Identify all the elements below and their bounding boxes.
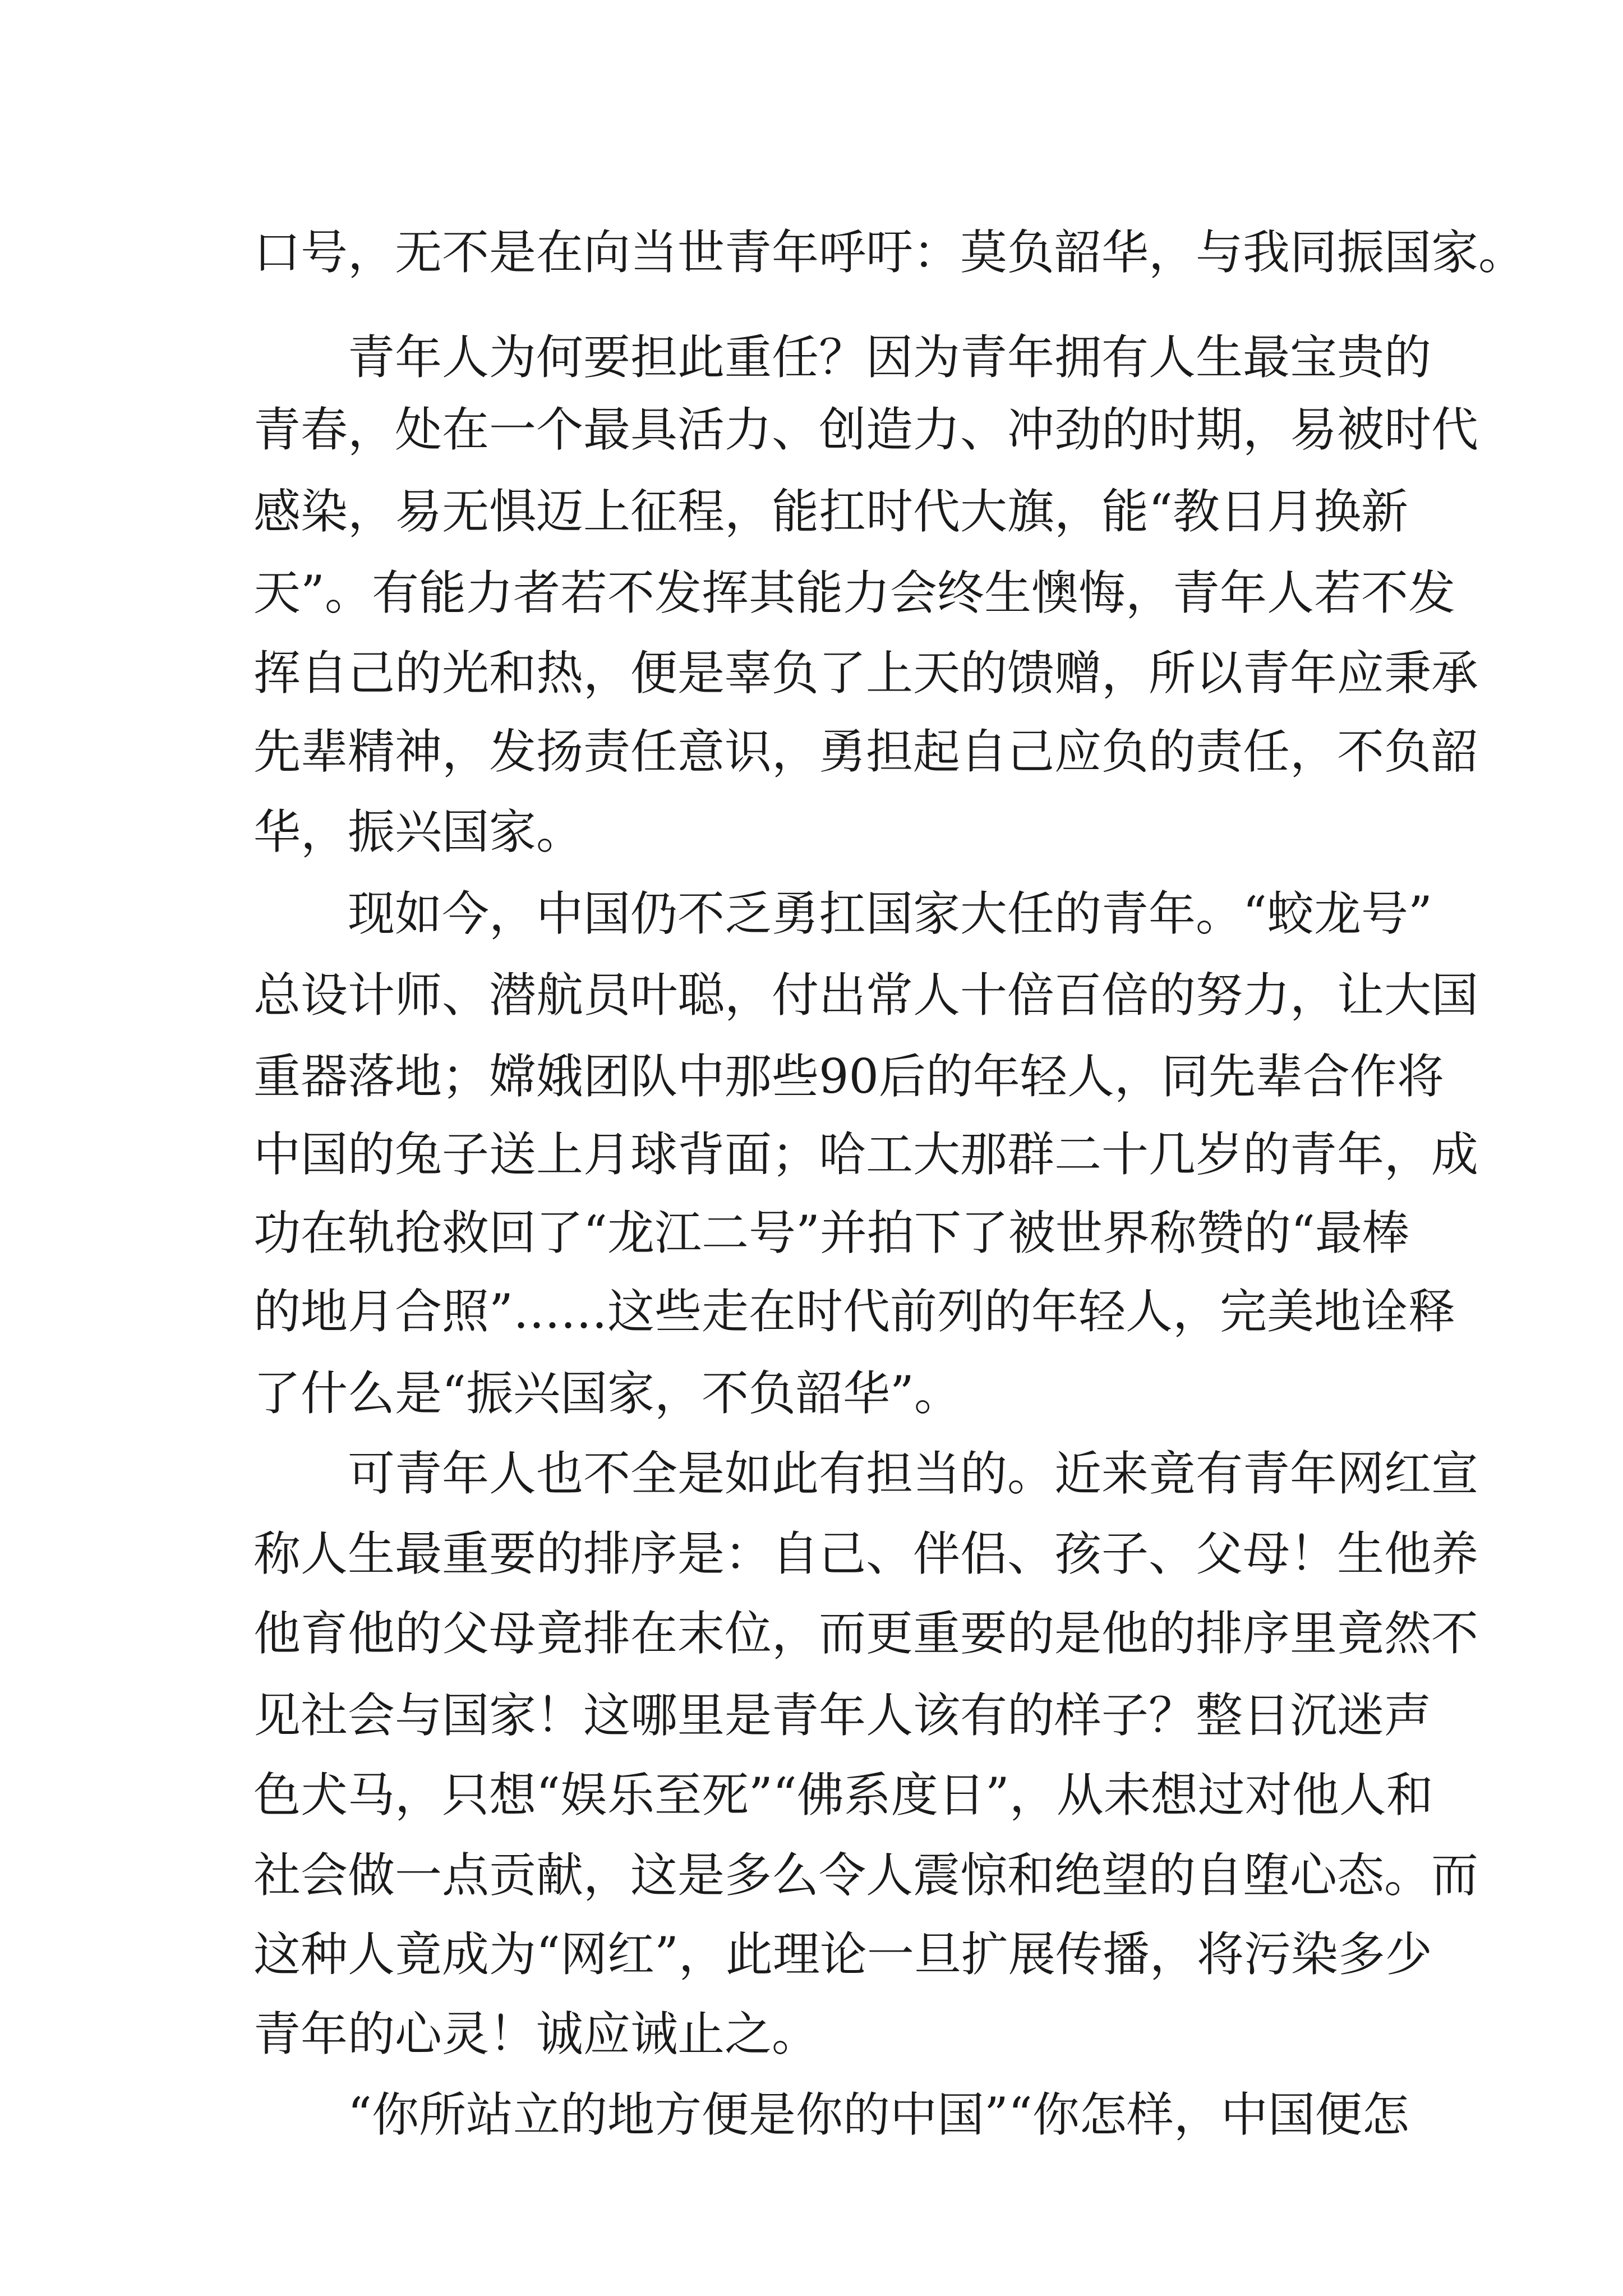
text-line: 现如今，中国仍不乏勇扛国家大任的青年。“蛟龙号” — [348, 886, 1432, 941]
text-line: 见社会与国家！这哪里是青年人该有的样子？整日沉迷声 — [253, 1688, 1432, 1743]
text-line: 挥自己的光和热，便是辜负了上天的馈赠，所以青年应秉承 — [253, 646, 1479, 701]
text-line: 这种人竟成为“网红”，此理论一旦扩展传播，将污染多少 — [253, 1927, 1432, 1982]
text-line: 了什么是“振兴国家，不负韶华”。 — [253, 1366, 961, 1421]
text-line: 社会做一点贡献，这是多么令人震惊和绝望的自堕心态。而 — [253, 1848, 1479, 1903]
text-line: 感染，易无惧迈上征程，能扛时代大旗，能“教日月换新 — [253, 484, 1408, 539]
text-line: 青年的心灵！诚应诫止之。 — [253, 2007, 819, 2062]
text-line: 青年人为何要担此重任？因为青年拥有人生最宝贵的 — [348, 330, 1432, 385]
text-line: 可青年人也不全是如此有担当的。近来竟有青年网红宣 — [348, 1446, 1479, 1501]
text-line: 天”。有能力者若不发挥其能力会终生懊悔，青年人若不发 — [253, 565, 1455, 620]
text-line: 中国的兔子送上月球背面；哈工大那群二十几岁的青年，成 — [253, 1127, 1479, 1182]
text-line: 的地月合照”……这些走在时代前列的年轻人，完美地诠释 — [253, 1284, 1455, 1339]
text-line: 称人生最重要的排序是：自己、伴侣、孩子、父母！生他养 — [253, 1526, 1479, 1581]
text-line: 先辈精神，发扬责任意识，勇担起自己应负的责任，不负韶 — [253, 724, 1479, 779]
text-line: 口号，无不是在向当世青年呼吁：莫负韶华，与我同振国家。 — [253, 225, 1526, 280]
text-line: 功在轨抢救回了“龙江二号”并拍下了被世界称赞的“最棒 — [253, 1205, 1409, 1260]
text-line: 华，振兴国家。 — [253, 804, 584, 859]
text-line: 总设计师、潜航员叶聪，付出常人十倍百倍的努力，让大国 — [253, 968, 1479, 1023]
text-line: 青春，处在一个最具活力、创造力、冲劲的时期，易被时代 — [253, 402, 1479, 457]
text-line: 他育他的父母竟排在末位，而更重要的是他的排序里竟然不 — [253, 1606, 1479, 1661]
text-line: “你所站立的地方便是你的中国”“你怎样，中国便怎 — [348, 2087, 1409, 2142]
text-line: 色犬马，只想“娱乐至死”“佛系度日”，从未想过对他人和 — [253, 1768, 1433, 1823]
text-line: 重器落地；嫦娥团队中那些90后的年轻人，同先辈合作将 — [253, 1049, 1444, 1104]
